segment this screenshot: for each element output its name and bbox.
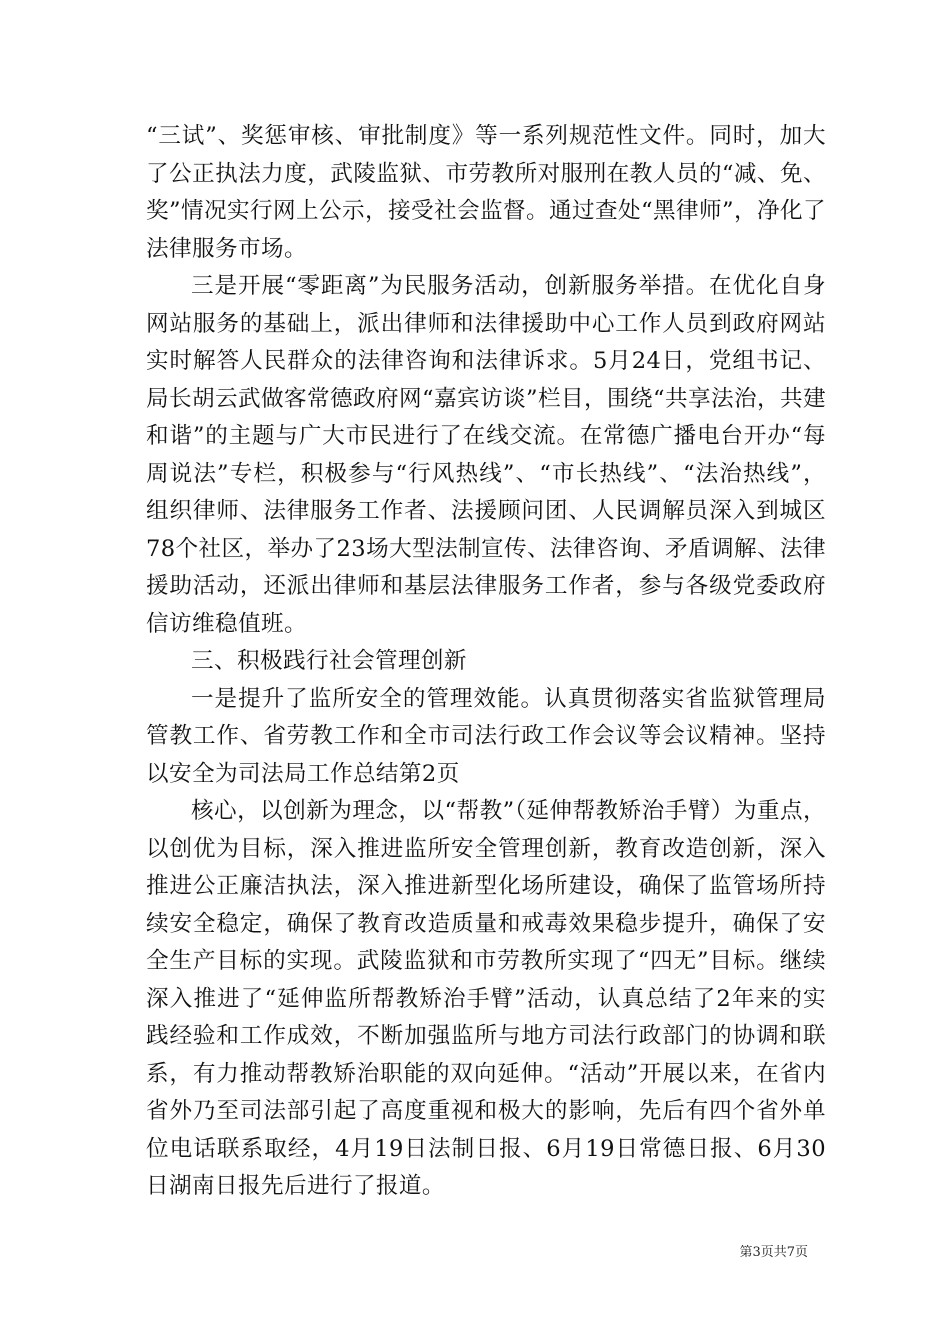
page-number-footer: 第3页共7页 — [739, 1245, 808, 1260]
paragraph-core-innovation: 核心，以创新为理念，以“帮教”（延伸帮教矫治手臂）为重点，以创优为目标，深入推进监所安全管理创新，教育改造创新，深入推进公正廉洁执法，深入推进新型化场所建设，确保了监管场所持续安全稳定，确保了教育改造质量和戒毒效果稳步提升，确保了安全生产目标的实现。武陵监狱和市劳教所实现了“四无”目标。继续深入推进了“延伸监所帮教矫治手臂”活动，认真总结了2年来的实践经验和工作成效，不断加强监所与地方司法行政部门的协调和联系，有力推动帮教矫治职能的双向延伸。“活动”开展以来，在省内省外乃至司法部引起了高度重视和极大的影响，先后有四个省外单位电话联系取经，4月19日法制日报、6月19日常德日报、6月30日湖南日报先后进行了报道。 — [146, 798, 826, 1199]
document-body — [146, 118, 826, 1206]
paragraph-service-activity: 三是开展“零距离”为民服务活动，创新服务举措。在优化自身网站服务的基础上，派出律师和法律援助中心工作人员到政府网站实时解答人民群众的法律咨询和法律诉求。5月24日，党组书记、局长胡云武做客常德政府网“嘉宾访谈”栏目，围绕“共享法治，共建和谐”的主题与广大市民进行了在线交流。在常德广播电台开办“每周说法”专栏，积极参与“行风热线”、“市长热线”、“法治热线”，组织律师、法律服务工作者、法援顾问团、人民调解员深入到城区78个社区，举办了23场大型法制宣传、法律咨询、矛盾调解、法律援助活动，还派出律师和基层法律服务工作者，参与各级党委政府信访维稳值班。 — [146, 273, 826, 637]
paragraph-continuation: “三试”、奖惩审核、审批制度》等一系列规范性文件。同时，加大了公正执法力度，武陵监狱、市劳教所对服刑在教人员的“减、免、奖”情况实行网上公示，接受社会监督。通过查处“黑律师”，净化了法律服务市场。 — [146, 123, 826, 262]
paragraph-prison-safety: 一是提升了监所安全的管理效能。认真贯彻落实省监狱管理局管教工作、省劳教工作和全市司法行政工作会议等会议精神。坚持以安全为司法局工作总结第2页 — [146, 685, 826, 787]
section-heading-social-management: 三、积极践行社会管理创新 — [191, 648, 467, 674]
